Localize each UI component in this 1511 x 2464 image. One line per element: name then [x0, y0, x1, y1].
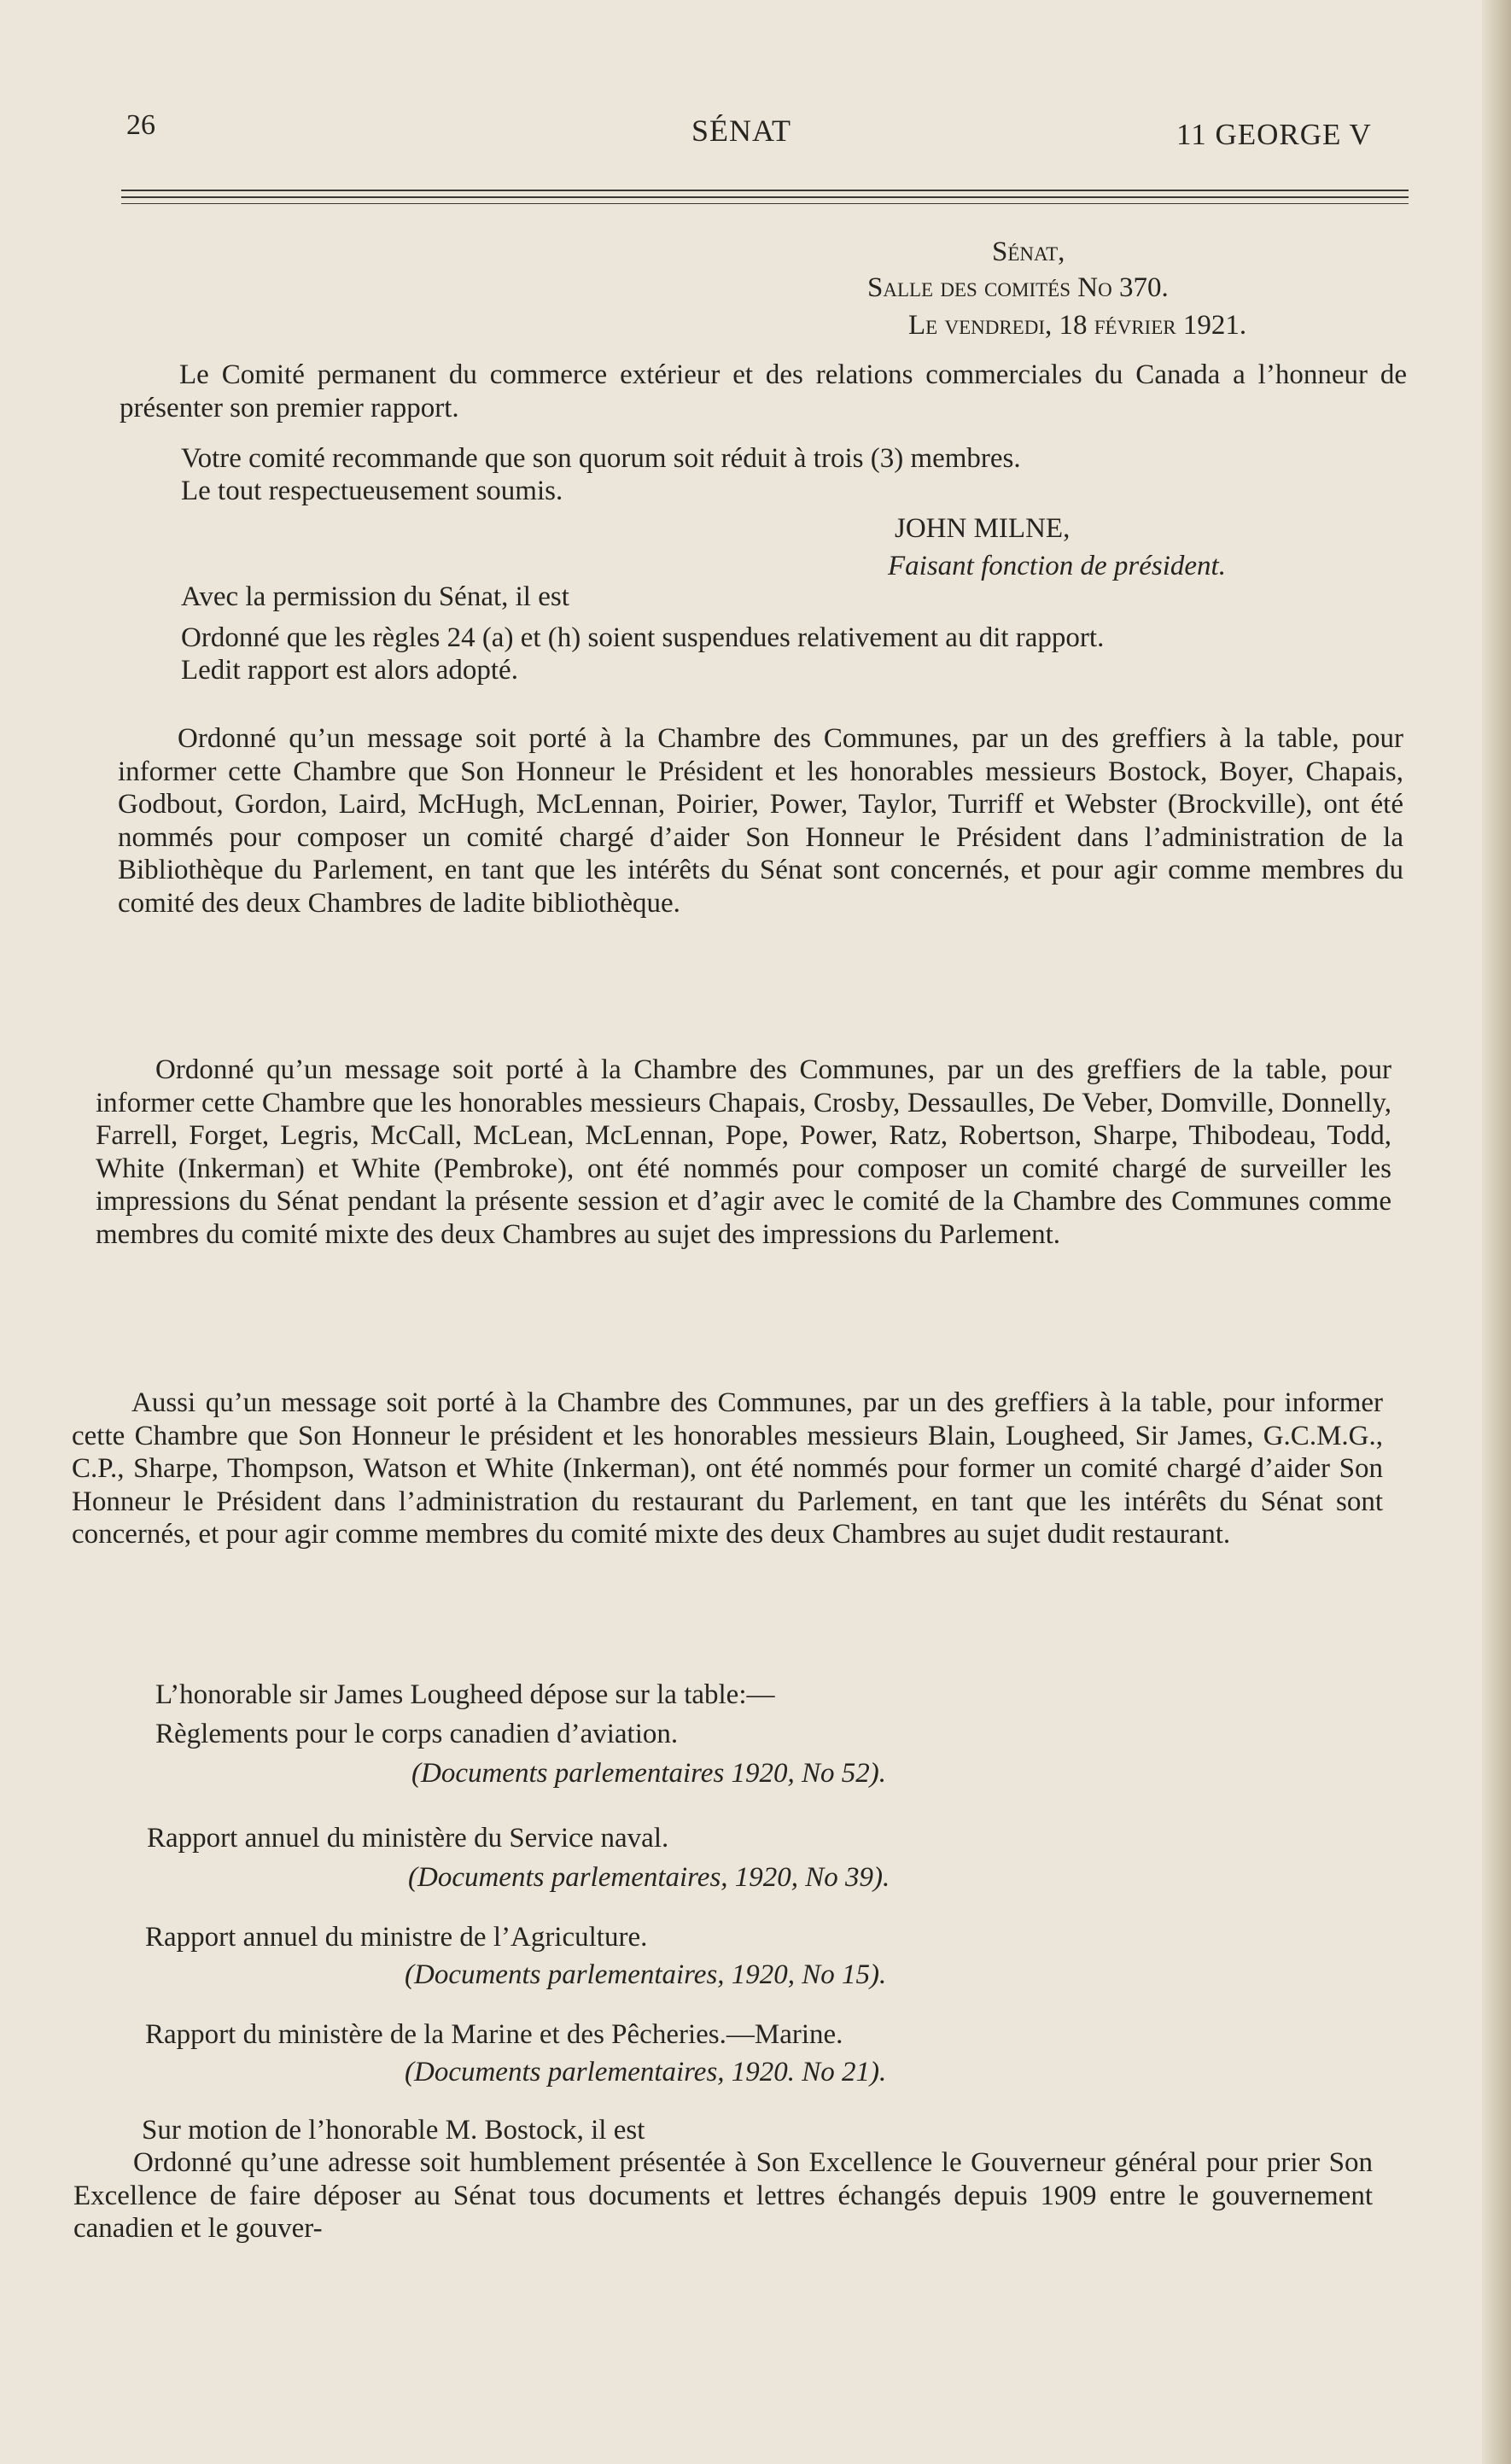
permission-intro: Avec la permission du Sénat, il est	[181, 581, 569, 612]
header-title: SÉNAT	[691, 114, 792, 148]
address-line-date: Le vendredi, 18 février 1921.	[908, 310, 1247, 341]
message-printing-committee: Ordonné qu’un message soit porté à la Chambre des Communes, par un des greffiers de la table, pour informer cette Chambre que les honorables messieurs Chapais, Crosby, Dessaulles, De Veber, Domville, Donnelly, Farrell, Forget, Legris, McCall, McLean, McLennan, Pope, Power, Ratz, Robertson, Sharpe, Thibodeau, Todd, White (Inkerman) et White (Pembroke), ont été nommés pour composer un comité chargé de surveiller les impressions du Sénat pendant la présente session et d’agir avec le comité de la Chambre des Communes comme membres du comité mixte des deux Chambres au sujet des impressions du Parlement.	[96, 1054, 1391, 1250]
tabled-item-title: Rapport annuel du ministère du Service naval.	[147, 1823, 669, 1854]
header-rule	[121, 203, 1409, 204]
header-rule	[121, 196, 1409, 198]
report-paragraph: Le Comité permanent du commerce extérieur et des relations commerciales du Canada a l’honneur de présenter son premier rapport.	[120, 359, 1407, 423]
address-line-senat: Sénat,	[992, 236, 1065, 267]
tabled-item-title: Rapport annuel du ministre de l’Agriculture.	[145, 1922, 648, 1953]
message-restaurant-committee: Aussi qu’un message soit porté à la Chambre des Communes, par un des greffiers à la table, pour informer cette Chambre que Son Honneur le président et les honorables messieurs Blain, Lougheed, Sir James, G.C.M.G., C.P., Sharpe, Thompson, Watson et White (Inkerman), ont été nommés pour former un comité chargé d’aider Son Honneur le Président dans l’administration du restaurant du Parlement, en tant que les intérêts du Sénat sont concernés, et pour agir comme membres du comité mixte des deux Chambres au sujet dudit restaurant.	[72, 1387, 1383, 1550]
report-recommendation: Votre comité recommande que son quorum soit réduit à trois (3) membres.	[181, 443, 1021, 474]
header-rule	[121, 190, 1409, 191]
tabled-item-ref: (Documents parlementaires, 1920. No 21).	[405, 2057, 887, 2087]
motion-intro: Sur motion de l’honorable M. Bostock, il est	[142, 2115, 645, 2146]
tabled-item-ref: (Documents parlementaires, 1920, No 15).	[405, 1959, 887, 1990]
page-number: 26	[126, 109, 155, 141]
permission-order: Ordonné que les règles 24 (a) et (h) soient suspendues relativement au dit rapport.	[181, 622, 1105, 653]
signature-role: Faisant fonction de président.	[888, 551, 1226, 581]
page-edge-shadow	[1482, 0, 1511, 2464]
tabled-item-title: Règlements pour le corps canadien d’aviation.	[155, 1719, 679, 1749]
signature-name: JOHN MILNE,	[895, 513, 1071, 544]
running-header	[0, 109, 1511, 161]
header-reign: 11 GEORGE V	[1176, 118, 1372, 151]
tabled-intro: L’honorable sir James Lougheed dépose sur la table:—	[155, 1679, 775, 1710]
tabled-item-ref: (Documents parlementaires 1920, No 52).	[411, 1758, 887, 1789]
permission-adopted: Ledit rapport est alors adopté.	[181, 655, 518, 686]
address-line-room: Salle des comités No 370.	[867, 272, 1169, 303]
report-closing: Le tout respectueusement soumis.	[181, 476, 563, 506]
tabled-item-title: Rapport du ministère de la Marine et des Pêcheries.—Marine.	[145, 2019, 843, 2050]
motion-address-order: Ordonné qu’une adresse soit humblement présentée à Son Excellence le Gouverneur général pour prier Son Excellence de faire déposer au Sénat tous documents et lettres échangés depuis 1909 entre le gouvernement canadien et le gouver-	[73, 2147, 1373, 2244]
message-library-committee: Ordonné qu’un message soit porté à la Chambre des Communes, par un des greffiers à la table, pour informer cette Chambre que Son Honneur le Président et les honorables messieurs Bostock, Boyer, Chapais, Godbout, Gordon, Laird, McHugh, McLennan, Poirier, Power, Taylor, Turriff et Webster (Brockville), ont été nommés pour composer un comité chargé d’aider Son Honneur le Président dans l’administration de la Bibliothèque du Parlement, en tant que les intérêts du Sénat sont concernés, et pour agir comme membres du comité des deux Chambres de ladite bibliothèque.	[118, 723, 1403, 919]
tabled-item-ref: (Documents parlementaires, 1920, No 39).	[408, 1862, 890, 1893]
